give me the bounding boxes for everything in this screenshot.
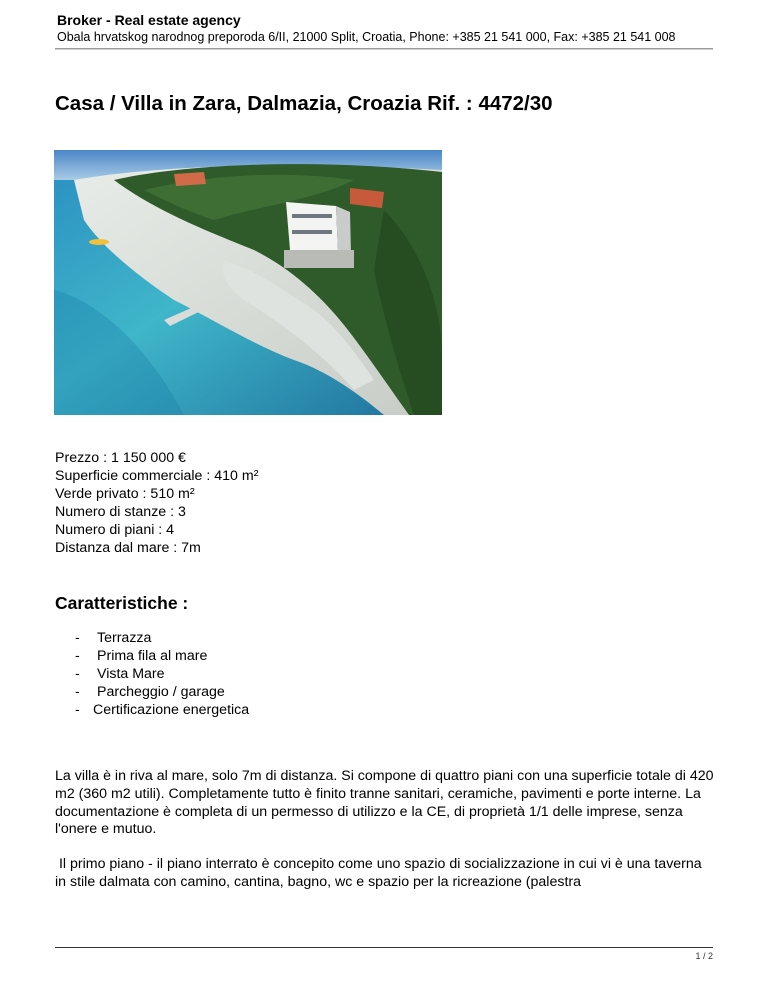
bullet-dash: - [75,702,80,718]
property-facts [55,449,258,557]
fact-price: Prezzo : 1 150 000 € [55,450,186,466]
header-divider [55,48,713,50]
bullet-dash: - [75,666,80,682]
feature-label: Parcheggio / garage [97,684,225,700]
bullet-dash: - [75,684,80,700]
fact-commercial-area: Superficie commerciale : 410 m² [55,468,259,484]
description-paragraph: Il primo piano - il piano interrato è concepito come uno spazio di socializzazione in cui vi è una taverna in stile dalmata con camino, cantina, bagno, wc e spazio per la ricreazione (palestra [55,856,706,890]
feature-label: Certificazione energetica [93,702,250,718]
feature-label: Prima fila al mare [97,648,208,664]
company-address: Obala hrvatskog narodnog preporoda 6/II, 21000 Split, Croatia, Phone: +385 21 541 000, Fax: +385 21 541 008 [57,30,676,44]
fact-sea-distance: Distanza dal mare : 7m [55,540,201,556]
fact-floors: Numero di piani : 4 [55,522,175,538]
page-number: 1 / 2 [695,951,713,961]
letterhead [57,12,713,45]
description-paragraph: La villa è in riva al mare, solo 7m di distanza. Si compone di quattro piani con una superficie totale di 420 m2 (360 m2 utili). Completamente tutto è finito tranne sanitari, ceramiche, pavimenti e porte interne. La documentazione è completa di un permesso di utilizzo e la CE, di proprietà 1/1 delle imprese, senza l'onere e mutuo. [55,768,714,838]
description [55,768,715,909]
footer-divider [55,947,713,948]
fact-rooms: Numero di stanze : 3 [55,504,186,520]
bullet-dash: - [75,648,80,664]
feature-label: Terrazza [97,630,152,646]
feature-label: Vista Mare [97,666,165,682]
bullet-dash: - [75,630,80,646]
features-heading: Caratteristiche : [55,593,189,613]
company-name: Broker - Real estate agency [57,12,241,28]
villa-aerial-photo [54,150,442,415]
fact-private-garden: Verde privato : 510 m² [55,486,195,502]
page-title: Casa / Villa in Zara, Dalmazia, Croazia Rif. : 4472/30 [55,92,553,115]
